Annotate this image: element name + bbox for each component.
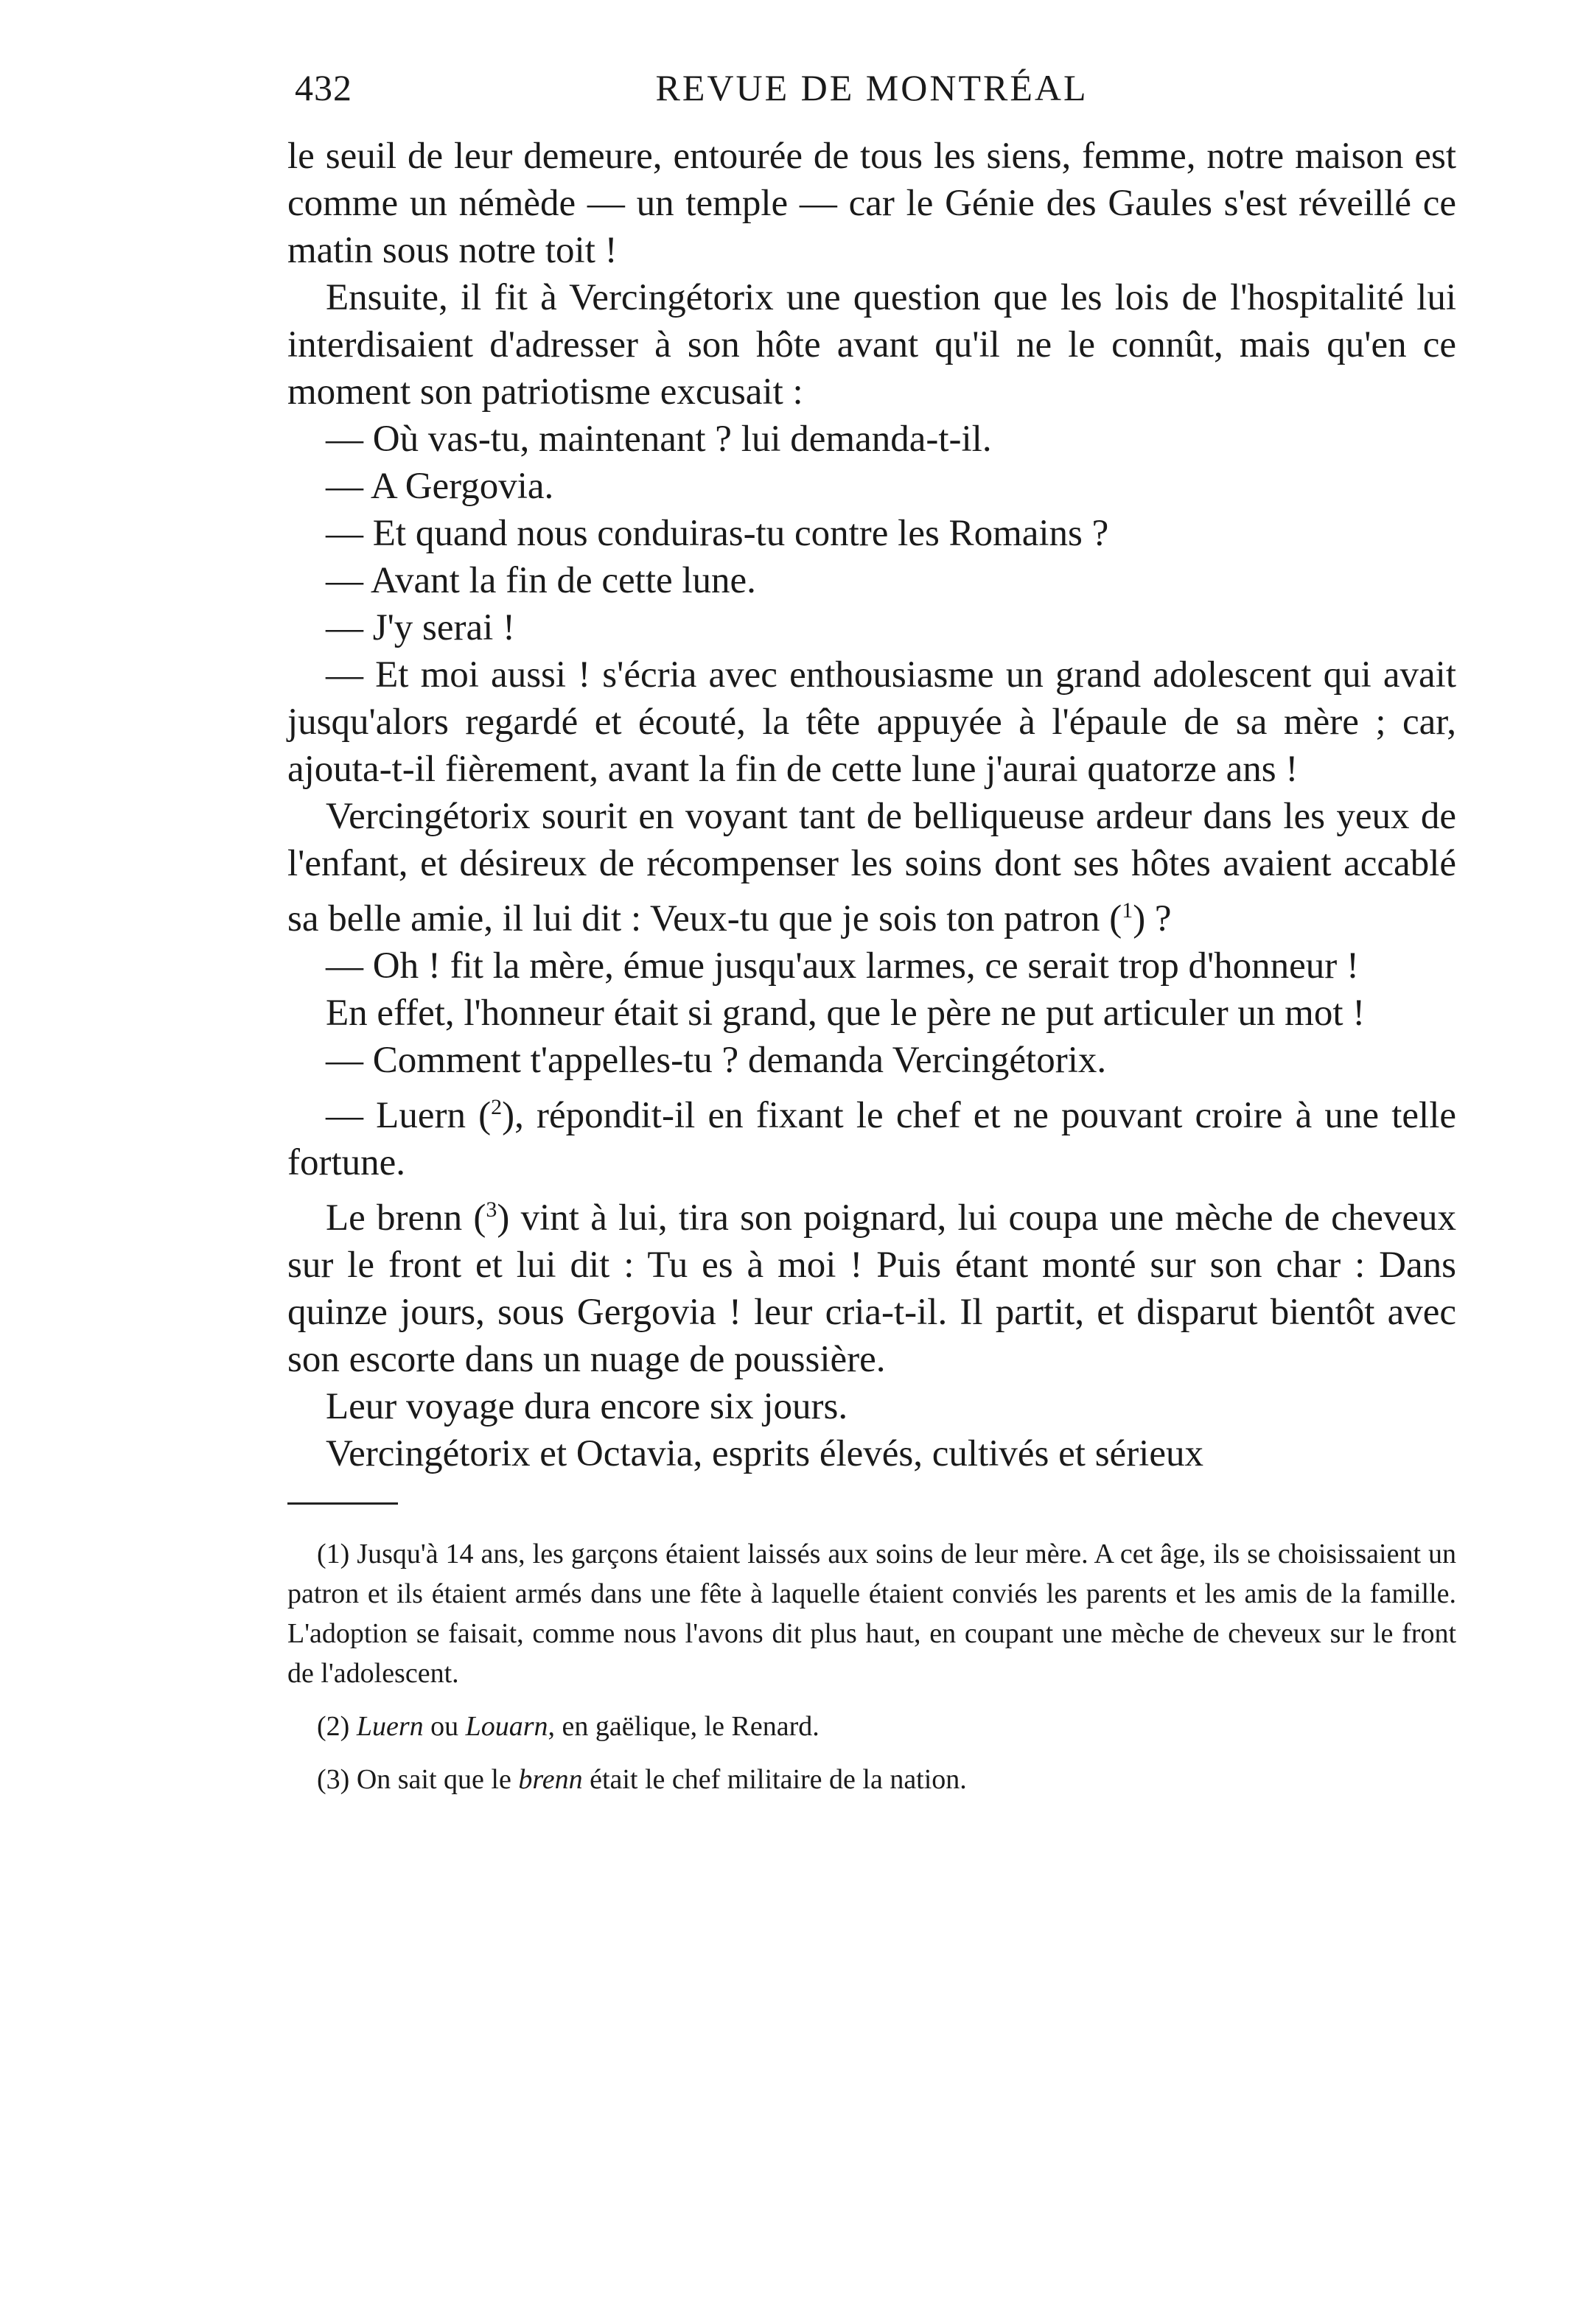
footnote-reference: 2 [491,1095,503,1119]
paragraph-text: Le brenn [326,1197,463,1239]
page-number: 432 [295,67,352,108]
footnote-reference: 3 [486,1197,497,1222]
paragraph: Vercingétorix sourit en voyant tant de belliqueuse ardeur dans les yeux de l'enfant, et désireux de récompenser les soins dont ses hôtes avaient accablé sa belle amie, il lui dit : Veux-tu que je sois ton patron ($^1$) ? [287,796,1456,939]
paragraph: — Luern ($^2$), répondit-il en fixant le chef et ne pouvant croire à une telle fortune. [287,1095,1456,1183]
footnote-3-rest: était le chef militaire de la nation. [582,1764,967,1795]
paragraph-text: — A Gergovia. [326,466,554,507]
paragraph [287,1037,1456,1084]
paragraph-text: — Où vas-tu, maintenant ? lui demanda-t-il. [326,419,992,460]
running-head: REVUE DE MONTRÉAL [655,67,1088,108]
body-text [287,133,1456,1477]
footnote-3 [287,1760,1456,1799]
footnote-2-term-luern: Luern [356,1711,424,1742]
paragraph-text: — Et quand nous conduiras-tu contre les Romains ? [326,513,1109,554]
paragraph-text: — Et moi aussi ! s'écria avec enthousiasme un grand adolescent qui avait jusqu'alors regardé et écouté, la tête appuyée à l'épaule de sa mère ; car, ajouta-t-il fièrement, avant la fin de cette lune j'aurai quatorze ans ! [287,654,1456,790]
paragraph-text: le seuil de leur demeure, entourée de tous les siens, femme, notre maison est comme un némède — un temple — car le Génie des Gaules s'est réveillé ce matin sous notre toit ! [287,136,1456,271]
paragraph [287,274,1456,416]
footnote-2-connector: ou [423,1711,466,1742]
paragraph-text-continued: ? [1145,898,1172,939]
footnote-1: (1) Jusqu'à 14 ans, les garçons étaient laissés aux soins de leur mère. A cet âge, ils se choisissaient un patron et ils étaient armés dans une fête à laquelle étaient conviés les parents et les amis de la famille. L'adoption se faisait, comme nous l'avons dit plus haut, en coupant une mèche de cheveux sur le front de l'adolescent. [287,1539,1456,1689]
page [287,66,1456,1799]
paragraph [287,651,1456,793]
paragraph-text-continued: vint à lui, tira son poignard, lui coupa une mèche de cheveux sur le front et lui dit : Tu es à moi ! Puis étant monté sur son char : Dans quinze jours, sous Gergovia ! leur cria-t-il. Il partit, et disparut bientôt avec son escorte dans un nuage de poussière. [287,1197,1457,1380]
paragraph [287,942,1456,990]
footnote-3-pre: On sait que le [349,1764,519,1795]
paragraph [287,416,1456,463]
paragraph-text: — J'y serai ! [326,607,516,648]
footnotes [287,1534,1456,1799]
paragraph-text: — Oh ! fit la mère, émue jusqu'aux larmes, ce serait trop d'honneur ! [326,945,1360,987]
paragraph-text: En effet, l'honneur était si grand, que le père ne put articuler un mot ! [326,993,1366,1034]
footnote-3-number: (3) [317,1764,350,1795]
paragraph-text-continued: , répondit-il en fixant le chef et ne pouvant croire à une telle fortune. [287,1095,1456,1183]
paragraph [287,1430,1456,1477]
paragraph [287,604,1456,651]
footnote-3-term-brenn: brenn [518,1764,583,1795]
footnote-2-term-louarn: Louarn [465,1711,548,1742]
footnote-2 [287,1707,1456,1746]
paragraph [287,463,1456,510]
paragraph-text: — Avant la fin de cette lune. [326,560,756,601]
paragraph-text: Vercingétorix sourit en voyant tant de belliqueuse ardeur dans les yeux de l'enfant, et désireux de récompenser les soins dont ses hôtes avaient accablé sa belle amie, il lui dit : Veux-tu que je sois ton patron [287,796,1456,939]
footnote-reference: 1 [1122,898,1133,923]
paragraph [287,557,1456,604]
paragraph [287,1383,1456,1430]
footnote-2-number: (2) [317,1711,350,1742]
footnote-rule [287,1502,398,1505]
page-header [287,66,1456,125]
paragraph [287,510,1456,557]
paragraph: Le brenn ($^3$) vint à lui, tira son poignard, lui coupa une mèche de cheveux sur le front et lui dit : Tu es à moi ! Puis étant monté sur son char : Dans quinze jours, sous Gergovia ! leur cria-t-il. Il partit, et disparut bientôt avec son escorte dans un nuage de poussière. [287,1197,1457,1380]
footnote-2-rest: , en gaëlique, le Renard. [548,1711,820,1742]
paragraph-text: — Comment t'appelles-tu ? demanda Vercingétorix. [326,1040,1107,1081]
paragraph-text: — Luern [326,1095,466,1136]
paragraph [287,133,1456,274]
paragraph-text: Vercingétorix et Octavia, esprits élevés, cultivés et sérieux [326,1433,1203,1474]
paragraph-text: Leur voyage dura encore six jours. [326,1386,848,1427]
paragraph-text: Ensuite, il fit à Vercingétorix une question que les lois de l'hospitalité lui interdisaient d'adresser à son hôte avant qu'il ne le connût, mais qu'en ce moment son patriotisme excusait : [287,277,1456,413]
paragraph [287,990,1456,1037]
